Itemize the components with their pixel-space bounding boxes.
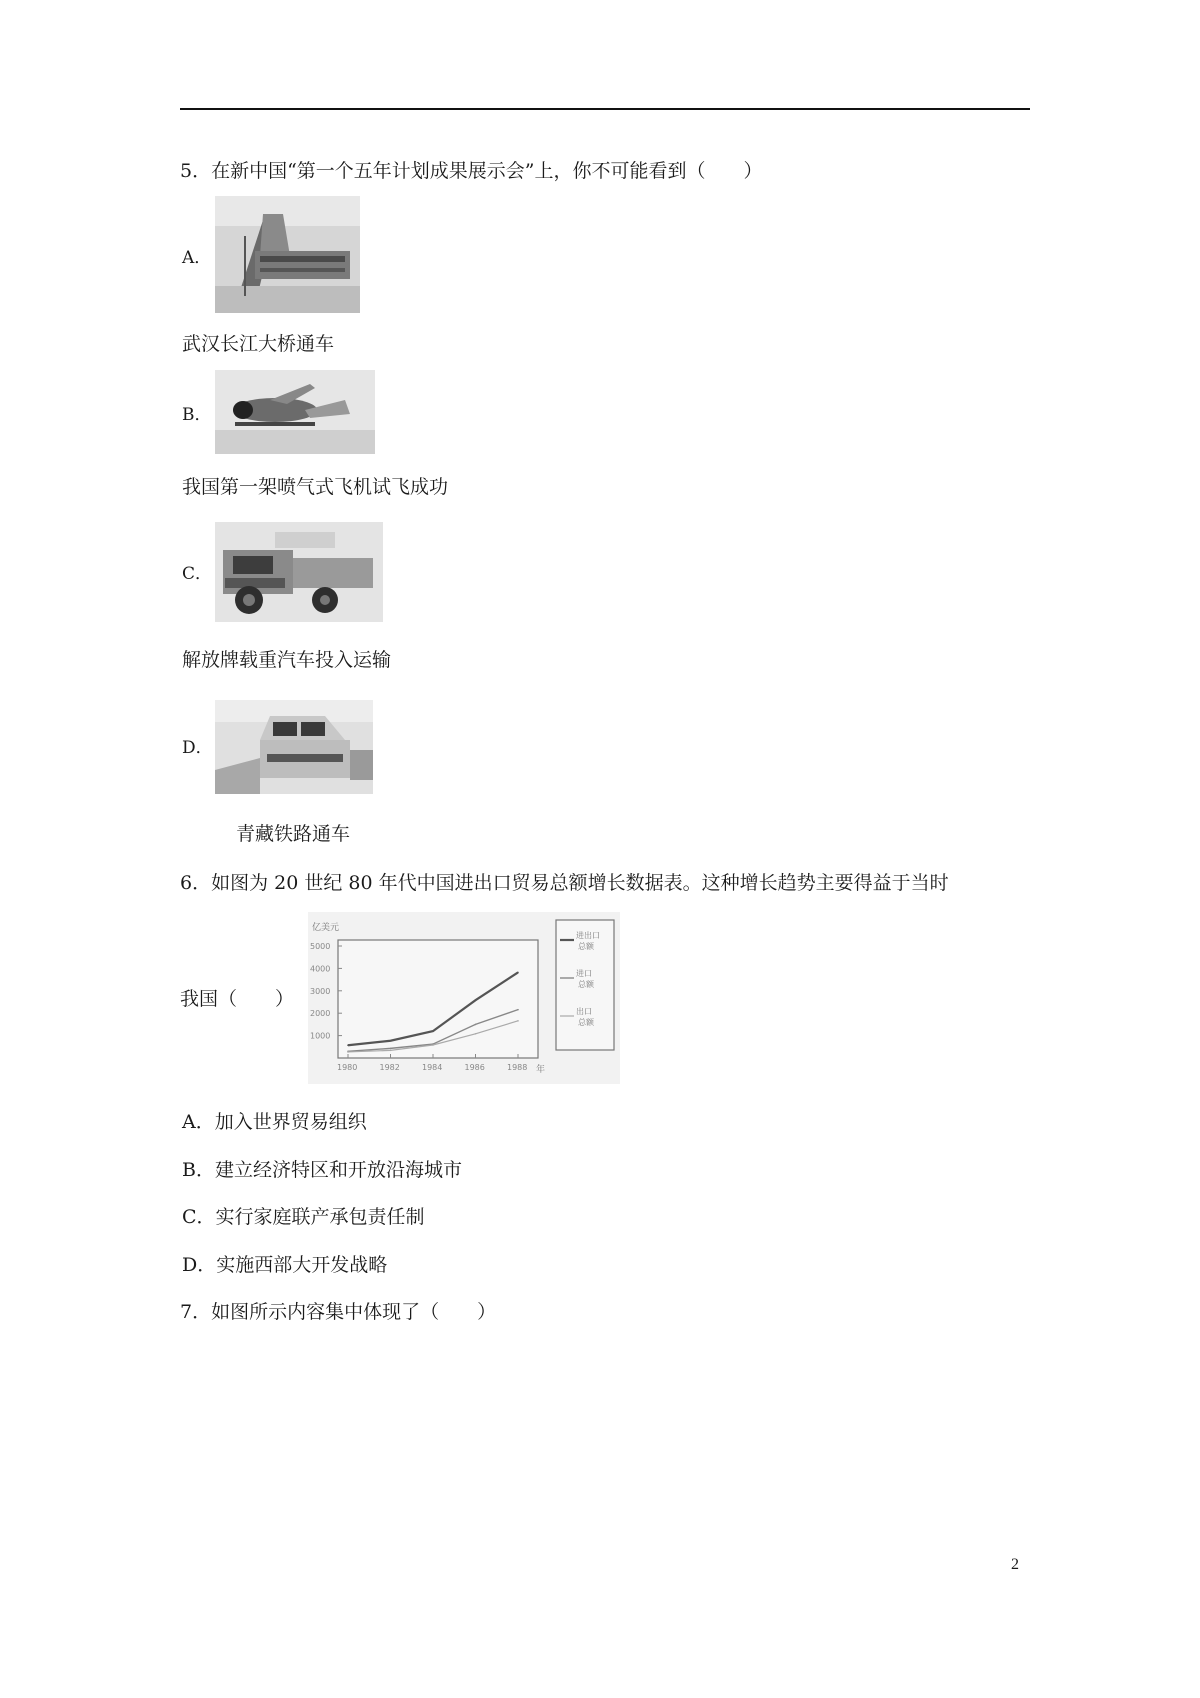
series-point (517, 972, 519, 974)
series-point (517, 1020, 519, 1022)
legend-label: 进口 (576, 969, 592, 978)
x-tick-label: 1982 (379, 1063, 400, 1072)
legend-label-suffix: 总额 (578, 942, 594, 951)
bridge-photo-icon (215, 196, 360, 313)
trade-growth-chart (308, 912, 620, 1084)
q6-stem-line1: 6．如图为 20 世纪 80 年代中国进出口贸易总额增长数据表。这种增长趋势主要得益于当时 (180, 872, 949, 894)
header-rule (180, 108, 1030, 110)
x-tick-label: 1984 (422, 1063, 443, 1072)
x-tick-label: 1986 (464, 1063, 485, 1072)
q6-option-d: D．实施西部大开发战略 (182, 1254, 388, 1276)
q6-stem-line2: 我国（ ） (180, 988, 295, 1010)
legend-label: 出口 (576, 1007, 592, 1016)
y-tick-label: 5000 (310, 942, 331, 951)
truck-photo-icon (215, 522, 383, 622)
jet-plane-photo-icon (215, 370, 375, 454)
y-axis-label: 亿美元 (312, 923, 340, 933)
series-point (475, 999, 477, 1001)
q6-option-b: B．建立经济特区和开放沿海城市 (182, 1159, 462, 1181)
q6-option-c: C．实行家庭联产承包责任制 (182, 1206, 425, 1228)
q5-option-c-caption: 解放牌载重汽车投入运输 (182, 649, 392, 671)
series-point (432, 1044, 434, 1046)
q5-option-c-letter: C． (182, 564, 213, 584)
series-point (347, 1051, 349, 1053)
x-tick-label: 1980 (337, 1063, 358, 1072)
q5-stem: 5．在新中国“第一个五年计划成果展示会”上，你不可能看到（ ） (180, 160, 763, 182)
y-tick-label: 3000 (310, 986, 331, 996)
q6-option-a: A．加入世界贸易组织 (182, 1111, 367, 1133)
x-axis-label: 年 (536, 1065, 546, 1075)
x-tick-label: 1988 (507, 1063, 528, 1072)
q7-stem: 7．如图所示内容集中体现了（ ） (180, 1301, 497, 1323)
series-point (390, 1040, 392, 1042)
legend-label: 进出口 (576, 931, 600, 940)
train-photo-icon (215, 700, 373, 794)
y-tick-label: 2000 (310, 1009, 331, 1019)
q5-option-b-letter: B． (182, 405, 212, 425)
series-point (347, 1044, 349, 1046)
y-tick-label: 1000 (310, 1031, 331, 1041)
q5-option-d-letter: D． (182, 738, 213, 758)
series-point (432, 1030, 434, 1032)
legend-label-suffix: 总额 (578, 1018, 594, 1027)
q5-option-a-caption: 武汉长江大桥通车 (182, 333, 335, 355)
series-point (390, 1048, 392, 1050)
q5-option-d-caption: 青藏铁路通车 (236, 823, 351, 845)
legend-label-suffix: 总额 (578, 980, 594, 989)
series-point (475, 1033, 477, 1035)
q5-option-b-caption: 我国第一架喷气式飞机试飞成功 (182, 476, 449, 498)
page-number: 2 (1011, 1556, 1019, 1573)
series-point (390, 1050, 392, 1052)
series-point (475, 1024, 477, 1026)
y-tick-label: 4000 (310, 964, 331, 974)
series-point (517, 1009, 519, 1011)
q5-option-a-letter: A． (182, 248, 212, 268)
plot-area (338, 940, 538, 1058)
